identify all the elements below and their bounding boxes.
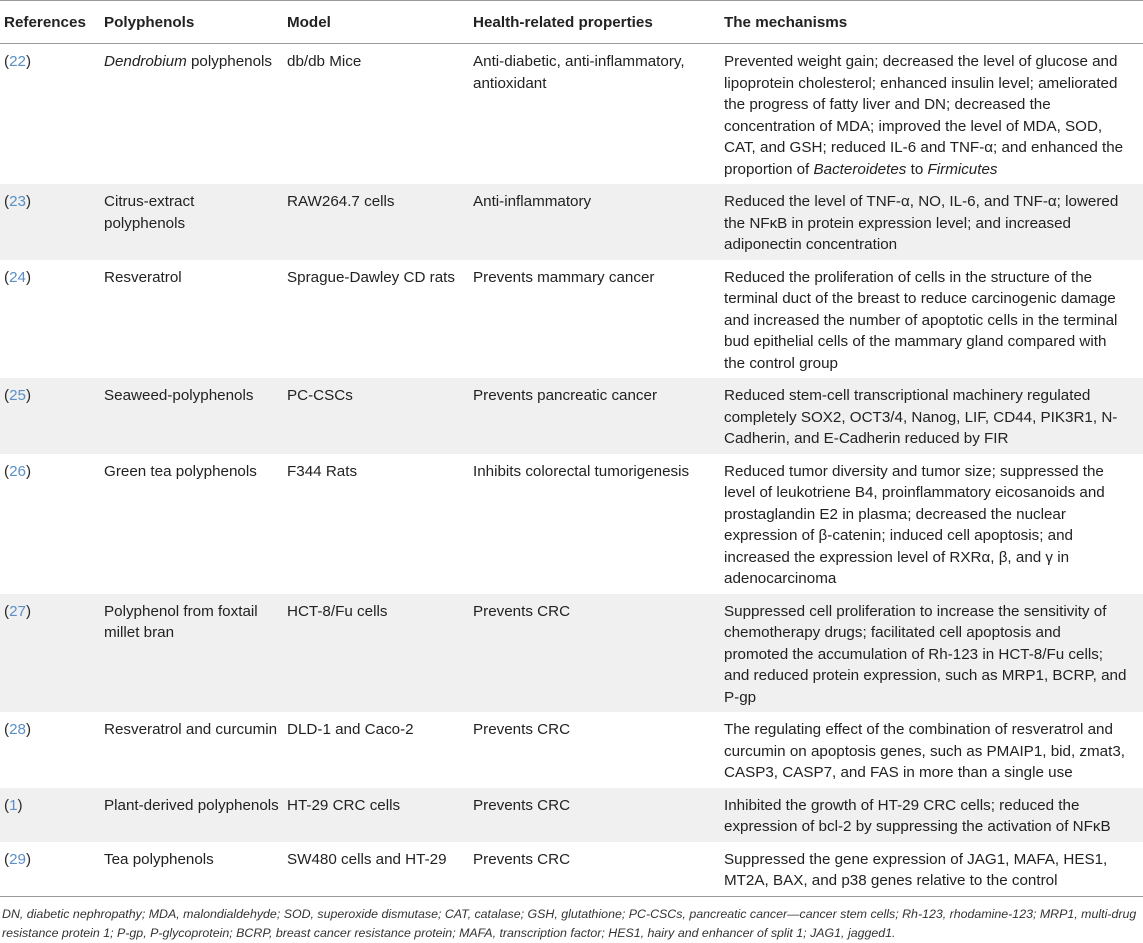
- mechanism-cell: Reduced the level of TNF-α, NO, IL-6, and TNF-α; lowered the NFκB in protein expression level; and increased adiponectin concentration: [724, 193, 1119, 253]
- health-cell: Prevents CRC: [469, 842, 720, 897]
- reference-cell: [0, 184, 100, 260]
- ref-close: ): [25, 193, 32, 210]
- table-row: [0, 594, 1143, 713]
- ref-open: (: [4, 721, 10, 738]
- polyphenol-cell: Tea polyphenols: [100, 842, 283, 897]
- model-cell: SW480 cells and HT-29: [283, 842, 469, 897]
- model-cell: db/db Mice: [287, 53, 362, 70]
- mechanism-cell: Reduced the proliferation of cells in the structure of the terminal duct of the breast to reduce carcinogenic damage and increased the number of apoptotic cells in the terminal bud epithelial cells of the mammary gland compared with the control group: [724, 268, 1118, 372]
- mechanism-cell: Reduced stem-cell transcriptional machinery regulated completely SOX2, OCT3/4, Nanog, LIF, CD44, PIK3R1, N-Cadherin, and E-Cadherin reduced by FIR: [724, 387, 1118, 447]
- model-cell: RAW264.7 cells: [287, 193, 395, 210]
- reference-cell: [0, 378, 100, 454]
- model-cell: HCT-8/Fu cells: [287, 602, 388, 620]
- ref-close: ): [25, 462, 32, 480]
- polyphenol-text: polyphenols: [186, 53, 273, 70]
- model-cell: DLD-1 and Caco-2: [287, 721, 414, 738]
- polyphenol-cell: Citrus-extract polyphenols: [104, 193, 195, 232]
- ref-open: (: [4, 462, 10, 480]
- polyphenol-cell: Resveratrol and curcumin: [104, 721, 278, 738]
- model-cell: PC-CSCs: [287, 387, 353, 404]
- reference-cell: [0, 454, 100, 594]
- health-cell: Prevents pancreatic cancer: [473, 387, 658, 404]
- ref-open: (: [4, 387, 10, 404]
- polyphenol-cell: Green tea polyphenols: [104, 462, 257, 480]
- ref-open: (: [4, 193, 10, 210]
- reference-link[interactable]: 26: [9, 462, 26, 480]
- reference-cell: [0, 712, 100, 788]
- health-cell: Anti-inflammatory: [473, 193, 592, 210]
- model-cell: Sprague-Dawley CD rats: [287, 268, 455, 286]
- ref-close: ): [17, 796, 23, 814]
- table-row: [0, 712, 1143, 788]
- ref-open: (: [4, 602, 10, 620]
- mechanism-cell: The regulating effect of the combination of resveratrol and curcumin on apoptosis genes, such as PMAIP1, bid, zmat3, CASP3, CASP7, and FAS in more than a single use: [724, 721, 1125, 781]
- mechanism-text: Prevented weight gain; decreased the level of glucose and lipoprotein cholesterol; enhanced insulin level; ameliorated the progress of fatty liver and DN; decreased the concentration of MDA; improved the level of MDA, SOD, CAT, and GSH; reduced IL-6 and TNF-α; and enhanced the proportion of: [724, 53, 1124, 178]
- model-cell: F344 Rats: [287, 462, 358, 480]
- reference-link[interactable]: 28: [9, 721, 26, 738]
- ref-close: ): [25, 53, 32, 70]
- reference-cell: [0, 594, 100, 713]
- reference-link[interactable]: 22: [9, 53, 26, 70]
- ref-open: (: [4, 850, 10, 868]
- reference-cell: [0, 842, 100, 897]
- reference-cell: [0, 260, 100, 379]
- polyphenol-cell: Polyphenol from foxtail millet bran: [104, 602, 258, 641]
- polyphenol-cell: [100, 44, 283, 185]
- mechanism-cell: Inhibited the growth of HT-29 CRC cells; reduced the expression of bcl-2 by suppressing the activation of NFκB: [724, 796, 1111, 835]
- table-row: [0, 842, 1143, 897]
- mechanism-cell: Suppressed cell proliferation to increase the sensitivity of chemotherapy drugs; facilitated cell apoptosis and promoted the accumulation of Rh-123 in HCT-8/Fu cells; and reduced protein expression, such as MRP1, BCRP, and P-gp: [724, 602, 1127, 706]
- polyphenol-italic: Dendrobium: [104, 53, 187, 70]
- mechanism-italic-2: Firmicutes: [927, 160, 998, 178]
- table-row: [0, 378, 1143, 454]
- reference-link[interactable]: 25: [9, 387, 26, 404]
- reference-cell: [0, 44, 100, 185]
- ref-open: (: [4, 268, 10, 286]
- reference-cell: [0, 788, 100, 842]
- reference-link[interactable]: 24: [9, 268, 26, 286]
- reference-link[interactable]: 23: [9, 193, 26, 210]
- ref-open: (: [4, 53, 10, 70]
- polyphenol-cell: Plant-derived polyphenols: [104, 796, 279, 814]
- ref-close: ): [25, 387, 32, 404]
- ref-close: ): [25, 602, 32, 620]
- header-model: Model: [283, 1, 469, 44]
- mechanism-cell: [720, 44, 1143, 185]
- health-cell: Inhibits colorectal tumorigenesis: [473, 462, 690, 480]
- table-footnote: DN, diabetic nephropathy; MDA, malondialdehyde; SOD, superoxide dismutase; CAT, catalase; GSH, glutathione; PC-CSCs, pancreatic cancer—cancer stem cells; Rh-123, rhodamine-123; MRP1, multi-drug resistance protein 1; P-gp, P-glycoprotein; BCRP, breast cancer resistance protein; MAFA, transcription factor; HES1, hairy and enhancer of split 1; JAG1, jagged1.: [2, 906, 1137, 940]
- ref-close: ): [25, 850, 32, 868]
- health-cell: Anti-diabetic, anti-inflammatory, antioxidant: [473, 53, 685, 92]
- header-health: Health-related properties: [469, 1, 720, 44]
- polyphenol-cell: Resveratrol: [104, 268, 182, 286]
- reference-link[interactable]: 27: [9, 602, 26, 620]
- table-row: [0, 260, 1143, 379]
- health-cell: Prevents mammary cancer: [473, 268, 655, 286]
- table-row: [0, 44, 1143, 185]
- table-row: [0, 184, 1143, 260]
- table-row: [0, 788, 1143, 842]
- health-cell: Prevents CRC: [473, 602, 571, 620]
- header-references: References: [0, 1, 100, 44]
- header-mechanisms: The mechanisms: [720, 1, 1143, 44]
- mechanism-cell: Suppressed the gene expression of JAG1, MAFA, HES1, MT2A, BAX, and p38 genes relative to the control: [720, 842, 1143, 897]
- model-cell: HT-29 CRC cells: [287, 796, 401, 814]
- mechanism-cell: Reduced tumor diversity and tumor size; suppressed the level of leukotriene B4, proinflammatory eicosanoids and prostaglandin E2 in plasma; decreased the nuclear expression of β-catenin; induced cell apoptosis; and increased the expression level of RXRα, β, and γ in adenocarcinoma: [724, 462, 1105, 587]
- ref-close: ): [25, 721, 32, 738]
- health-cell: Prevents CRC: [473, 796, 571, 814]
- health-cell: Prevents CRC: [473, 721, 571, 738]
- table-row: [0, 454, 1143, 594]
- mechanism-text-2: to: [906, 160, 928, 178]
- ref-close: ): [25, 268, 32, 286]
- header-polyphenols: Polyphenols: [100, 1, 283, 44]
- ref-open: (: [4, 796, 10, 814]
- mechanism-italic-1: Bacteroidetes: [813, 160, 907, 178]
- polyphenol-cell: Seaweed-polyphenols: [104, 387, 254, 404]
- reference-link[interactable]: 29: [9, 850, 26, 868]
- reference-link[interactable]: 1: [9, 796, 18, 814]
- header-row: [0, 1, 1143, 44]
